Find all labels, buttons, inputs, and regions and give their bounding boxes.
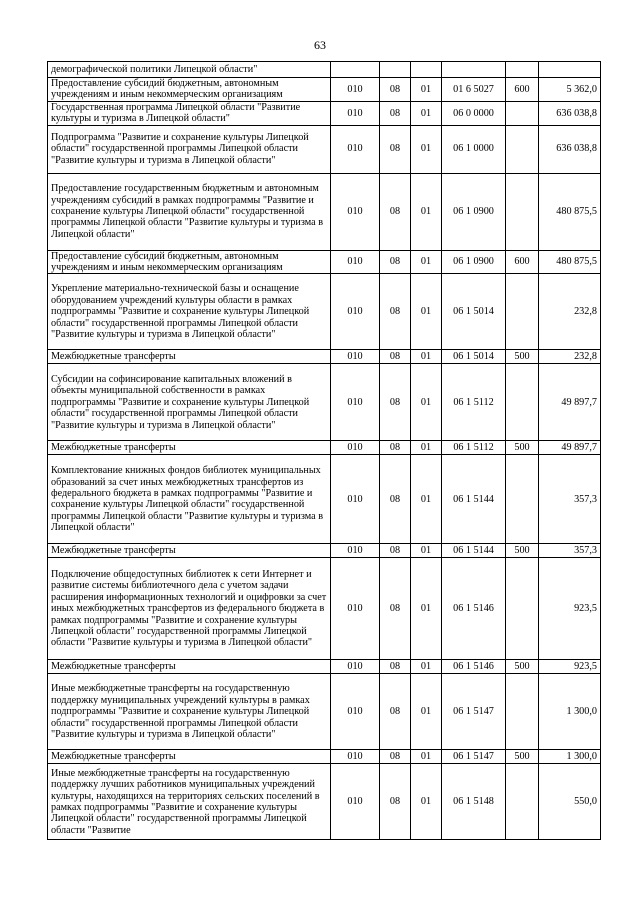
subsection-code: [411, 62, 442, 78]
section-code: 08: [380, 101, 411, 125]
subsection-code: 01: [411, 78, 442, 102]
subsection-code: 01: [411, 101, 442, 125]
expense-type-code: [506, 674, 539, 750]
table-row: [48, 350, 601, 364]
expense-type-code: [506, 62, 539, 78]
subsection-code: 01: [411, 364, 442, 441]
subsection-code: 01: [411, 544, 442, 558]
subsection-code: 01: [411, 558, 442, 660]
amount-value: [539, 62, 601, 78]
item-description: Иные межбюджетные трансферты на государственную поддержку лучших работников муниципальных учреждений культуры, находящихся на территориях сельских поселений в рамках подпрограммы "Развитие и сохранение культуры Липецкой области" государственной программы Липецкой области "Развитие: [48, 764, 331, 840]
admin-code: 010: [331, 250, 380, 274]
expense-type-code: [506, 364, 539, 441]
amount-value: 1 300,0: [539, 674, 601, 750]
table-row: [48, 764, 601, 840]
amount-value: 636 038,8: [539, 101, 601, 125]
table-row: [48, 750, 601, 764]
admin-code: 010: [331, 274, 380, 350]
amount-value: 1 300,0: [539, 750, 601, 764]
section-code: 08: [380, 455, 411, 544]
admin-code: 010: [331, 101, 380, 125]
amount-value: 357,3: [539, 455, 601, 544]
target-article-code: 06 1 5148: [442, 764, 506, 840]
amount-value: 550,0: [539, 764, 601, 840]
target-article-code: 06 1 0000: [442, 125, 506, 173]
item-description: демографической политики Липецкой области": [48, 62, 331, 78]
item-description: Подпрограмма "Развитие и сохранение культуры Липецкой области" государственной программы Липецкой области "Развитие культуры и туризма в Липецкой области": [48, 125, 331, 173]
target-article-code: 06 1 5144: [442, 544, 506, 558]
expense-type-code: 500: [506, 544, 539, 558]
section-code: 08: [380, 558, 411, 660]
amount-value: 923,5: [539, 558, 601, 660]
table-row: [48, 674, 601, 750]
expense-type-code: 500: [506, 660, 539, 674]
expense-type-code: 500: [506, 750, 539, 764]
expense-type-code: [506, 764, 539, 840]
item-description: Государственная программа Липецкой области "Развитие культуры и туризма в Липецкой области": [48, 101, 331, 125]
subsection-code: 01: [411, 250, 442, 274]
amount-value: 232,8: [539, 274, 601, 350]
amount-value: 636 038,8: [539, 125, 601, 173]
admin-code: 010: [331, 764, 380, 840]
expense-type-code: 600: [506, 250, 539, 274]
admin-code: 010: [331, 750, 380, 764]
admin-code: 010: [331, 364, 380, 441]
section-code: 08: [380, 441, 411, 455]
subsection-code: 01: [411, 764, 442, 840]
subsection-code: 01: [411, 125, 442, 173]
target-article-code: 06 0 0000: [442, 101, 506, 125]
subsection-code: 01: [411, 274, 442, 350]
target-article-code: 06 1 5112: [442, 441, 506, 455]
admin-code: 010: [331, 350, 380, 364]
admin-code: 010: [331, 441, 380, 455]
target-article-code: 06 1 5147: [442, 674, 506, 750]
target-article-code: 06 1 5014: [442, 274, 506, 350]
admin-code: 010: [331, 78, 380, 102]
item-description: Межбюджетные трансферты: [48, 441, 331, 455]
section-code: 08: [380, 125, 411, 173]
admin-code: 010: [331, 660, 380, 674]
section-code: 08: [380, 173, 411, 250]
table-row: [48, 660, 601, 674]
expense-type-code: [506, 558, 539, 660]
table-row: [48, 455, 601, 544]
table-row: [48, 125, 601, 173]
target-article-code: 06 1 5112: [442, 364, 506, 441]
target-article-code: 01 6 5027: [442, 78, 506, 102]
item-description: Межбюджетные трансферты: [48, 750, 331, 764]
section-code: 08: [380, 78, 411, 102]
table-row: [48, 441, 601, 455]
target-article-code: [442, 62, 506, 78]
target-article-code: 06 1 5014: [442, 350, 506, 364]
section-code: 08: [380, 250, 411, 274]
subsection-code: 01: [411, 441, 442, 455]
table-row: [48, 364, 601, 441]
section-code: 08: [380, 364, 411, 441]
amount-value: 49 897,7: [539, 364, 601, 441]
table-row: [48, 274, 601, 350]
target-article-code: 06 1 5146: [442, 558, 506, 660]
section-code: 08: [380, 350, 411, 364]
amount-value: 480 875,5: [539, 173, 601, 250]
item-description: Межбюджетные трансферты: [48, 350, 331, 364]
target-article-code: 06 1 0900: [442, 250, 506, 274]
amount-value: 49 897,7: [539, 441, 601, 455]
subsection-code: 01: [411, 660, 442, 674]
amount-value: 232,8: [539, 350, 601, 364]
target-article-code: 06 1 5146: [442, 660, 506, 674]
section-code: [380, 62, 411, 78]
subsection-code: 01: [411, 750, 442, 764]
item-description: Субсидии на софинсирование капитальных вложений в объекты муниципальной собственности в рамках подпрограммы "Развитие и сохранение культуры Липецкой области" государственной программы Липецкой области "Развитие культуры и туризма в Липецкой области": [48, 364, 331, 441]
item-description: Межбюджетные трансферты: [48, 544, 331, 558]
subsection-code: 01: [411, 173, 442, 250]
budget-table: [47, 61, 601, 840]
amount-value: 923,5: [539, 660, 601, 674]
admin-code: [331, 62, 380, 78]
expense-type-code: 500: [506, 441, 539, 455]
table-row: [48, 173, 601, 250]
target-article-code: 06 1 0900: [442, 173, 506, 250]
amount-value: 480 875,5: [539, 250, 601, 274]
item-description: Предоставление субсидий бюджетным, автономным учреждениям и иным некоммерческим организациям: [48, 78, 331, 102]
expense-type-code: [506, 455, 539, 544]
expense-type-code: [506, 125, 539, 173]
section-code: 08: [380, 544, 411, 558]
target-article-code: 06 1 5144: [442, 455, 506, 544]
section-code: 08: [380, 750, 411, 764]
admin-code: 010: [331, 558, 380, 660]
admin-code: 010: [331, 674, 380, 750]
table-row: [48, 78, 601, 102]
expense-type-code: [506, 173, 539, 250]
item-description: Укрепление материально-технической базы и оснащение оборудованием учреждений культуры области в рамках подпрограммы "Развитие и сохранение культуры Липецкой области" государственной программы Липецкой области "Развитие культуры и туризма в Липецкой области": [48, 274, 331, 350]
item-description: Межбюджетные трансферты: [48, 660, 331, 674]
item-description: Предоставление субсидий бюджетным, автономным учреждениям и иным некоммерческим организациям: [48, 250, 331, 274]
item-description: Подключение общедоступных библиотек к сети Интернет и развитие системы библиотечного дела с учетом задачи расширения информационных технологий и оцифровки за счет иных межбюджетных трансфертов из федерального бюджета в рамках подпрограммы "Развитие и сохранение культуры Липецкой области" государственной программы Липецкой области "Развитие культуры и туризма в Липецкой области": [48, 558, 331, 660]
amount-value: 357,3: [539, 544, 601, 558]
subsection-code: 01: [411, 455, 442, 544]
section-code: 08: [380, 274, 411, 350]
admin-code: 010: [331, 125, 380, 173]
item-description: Иные межбюджетные трансферты на государственную поддержку муниципальных учреждений культуры в рамках подпрограммы "Развитие и сохранение культуры Липецкой области" государственной программы Липецкой области "Развитие культуры и туризма в Липецкой области": [48, 674, 331, 750]
target-article-code: 06 1 5147: [442, 750, 506, 764]
admin-code: 010: [331, 544, 380, 558]
subsection-code: 01: [411, 674, 442, 750]
subsection-code: 01: [411, 350, 442, 364]
table-row: [48, 544, 601, 558]
section-code: 08: [380, 660, 411, 674]
admin-code: 010: [331, 173, 380, 250]
item-description: Предоставление государственным бюджетным и автономным учреждениям субсидий в рамках подпрограммы "Развитие и сохранение культуры Липецкой области" государственной программы Липецкой области "Развитие культуры и туризма в Липецкой области": [48, 173, 331, 250]
section-code: 08: [380, 674, 411, 750]
expense-type-code: 600: [506, 78, 539, 102]
expense-type-code: 500: [506, 350, 539, 364]
expense-type-code: [506, 101, 539, 125]
section-code: 08: [380, 764, 411, 840]
page-number: 63: [314, 38, 326, 52]
item-description: Комплектование книжных фондов библиотек муниципальных образований за счет иных межбюджетных трансфертов из федерального бюджета в рамках подпрограммы "Развитие и сохранение культуры Липецкой области" государственной программы Липецкой области "Развитие культуры и туризма в Липецкой области": [48, 455, 331, 544]
table-row: [48, 101, 601, 125]
table-row: [48, 250, 601, 274]
table-body: [48, 62, 601, 840]
admin-code: 010: [331, 455, 380, 544]
expense-type-code: [506, 274, 539, 350]
amount-value: 5 362,0: [539, 78, 601, 102]
table-row: [48, 558, 601, 660]
table-row: [48, 62, 601, 78]
